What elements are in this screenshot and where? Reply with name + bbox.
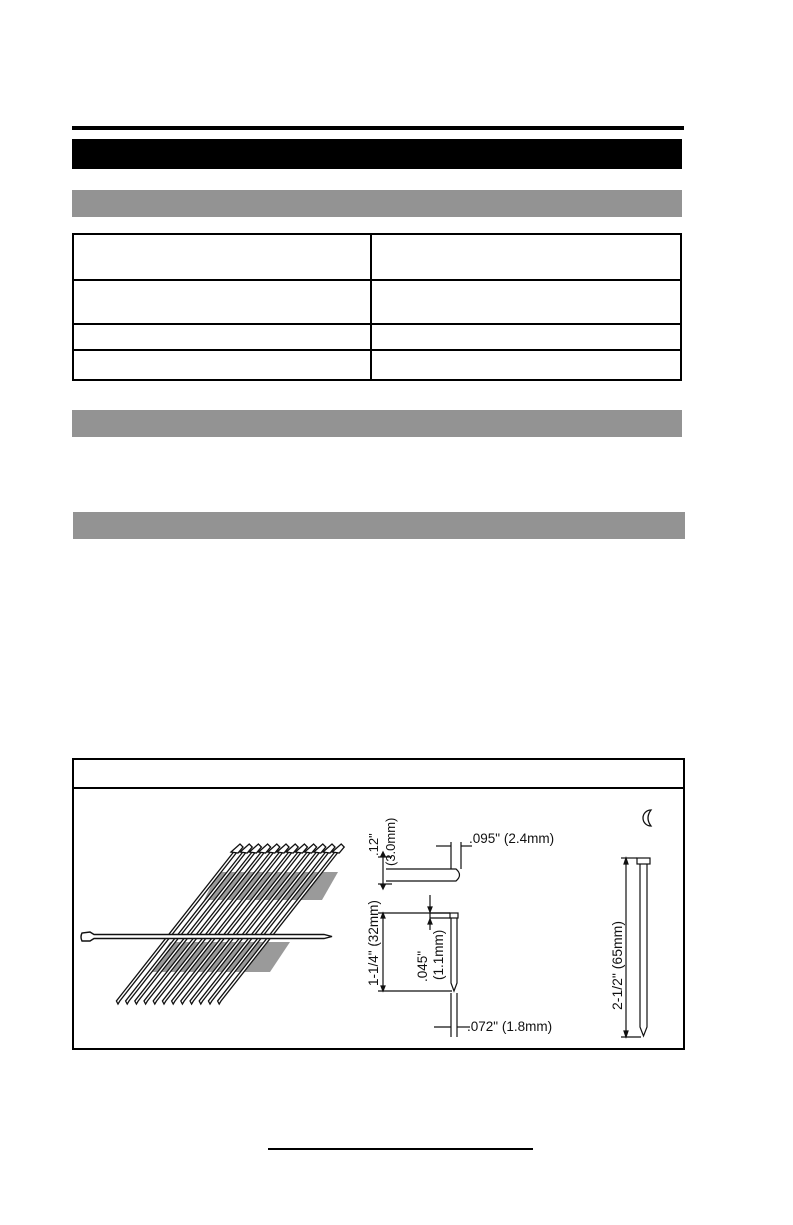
head-diameter-text: .12" (366, 833, 381, 856)
head-thickness-mm-text: (1.1mm) (431, 929, 446, 980)
long-length-label: 2-1/2" (65mm) (609, 921, 625, 1010)
head-diameter-mm-text: (3.0mm) (383, 817, 398, 866)
shank-diameter-label: .095" (2.4mm) (469, 831, 555, 846)
nail-strip-illustration (81, 844, 344, 1004)
footer-rule (268, 1148, 533, 1150)
short-shank-label: .072" (1.8mm) (467, 1019, 553, 1034)
long-nail-side-view (621, 858, 650, 1037)
clipped-head-icon (643, 810, 651, 826)
head-diameter-label (366, 818, 398, 866)
head-thickness-text: .045" (415, 950, 430, 982)
collated-nails (116, 844, 344, 1004)
head-thickness-label (415, 930, 446, 982)
short-length-label: 1-1/4" (32mm) (366, 900, 381, 986)
